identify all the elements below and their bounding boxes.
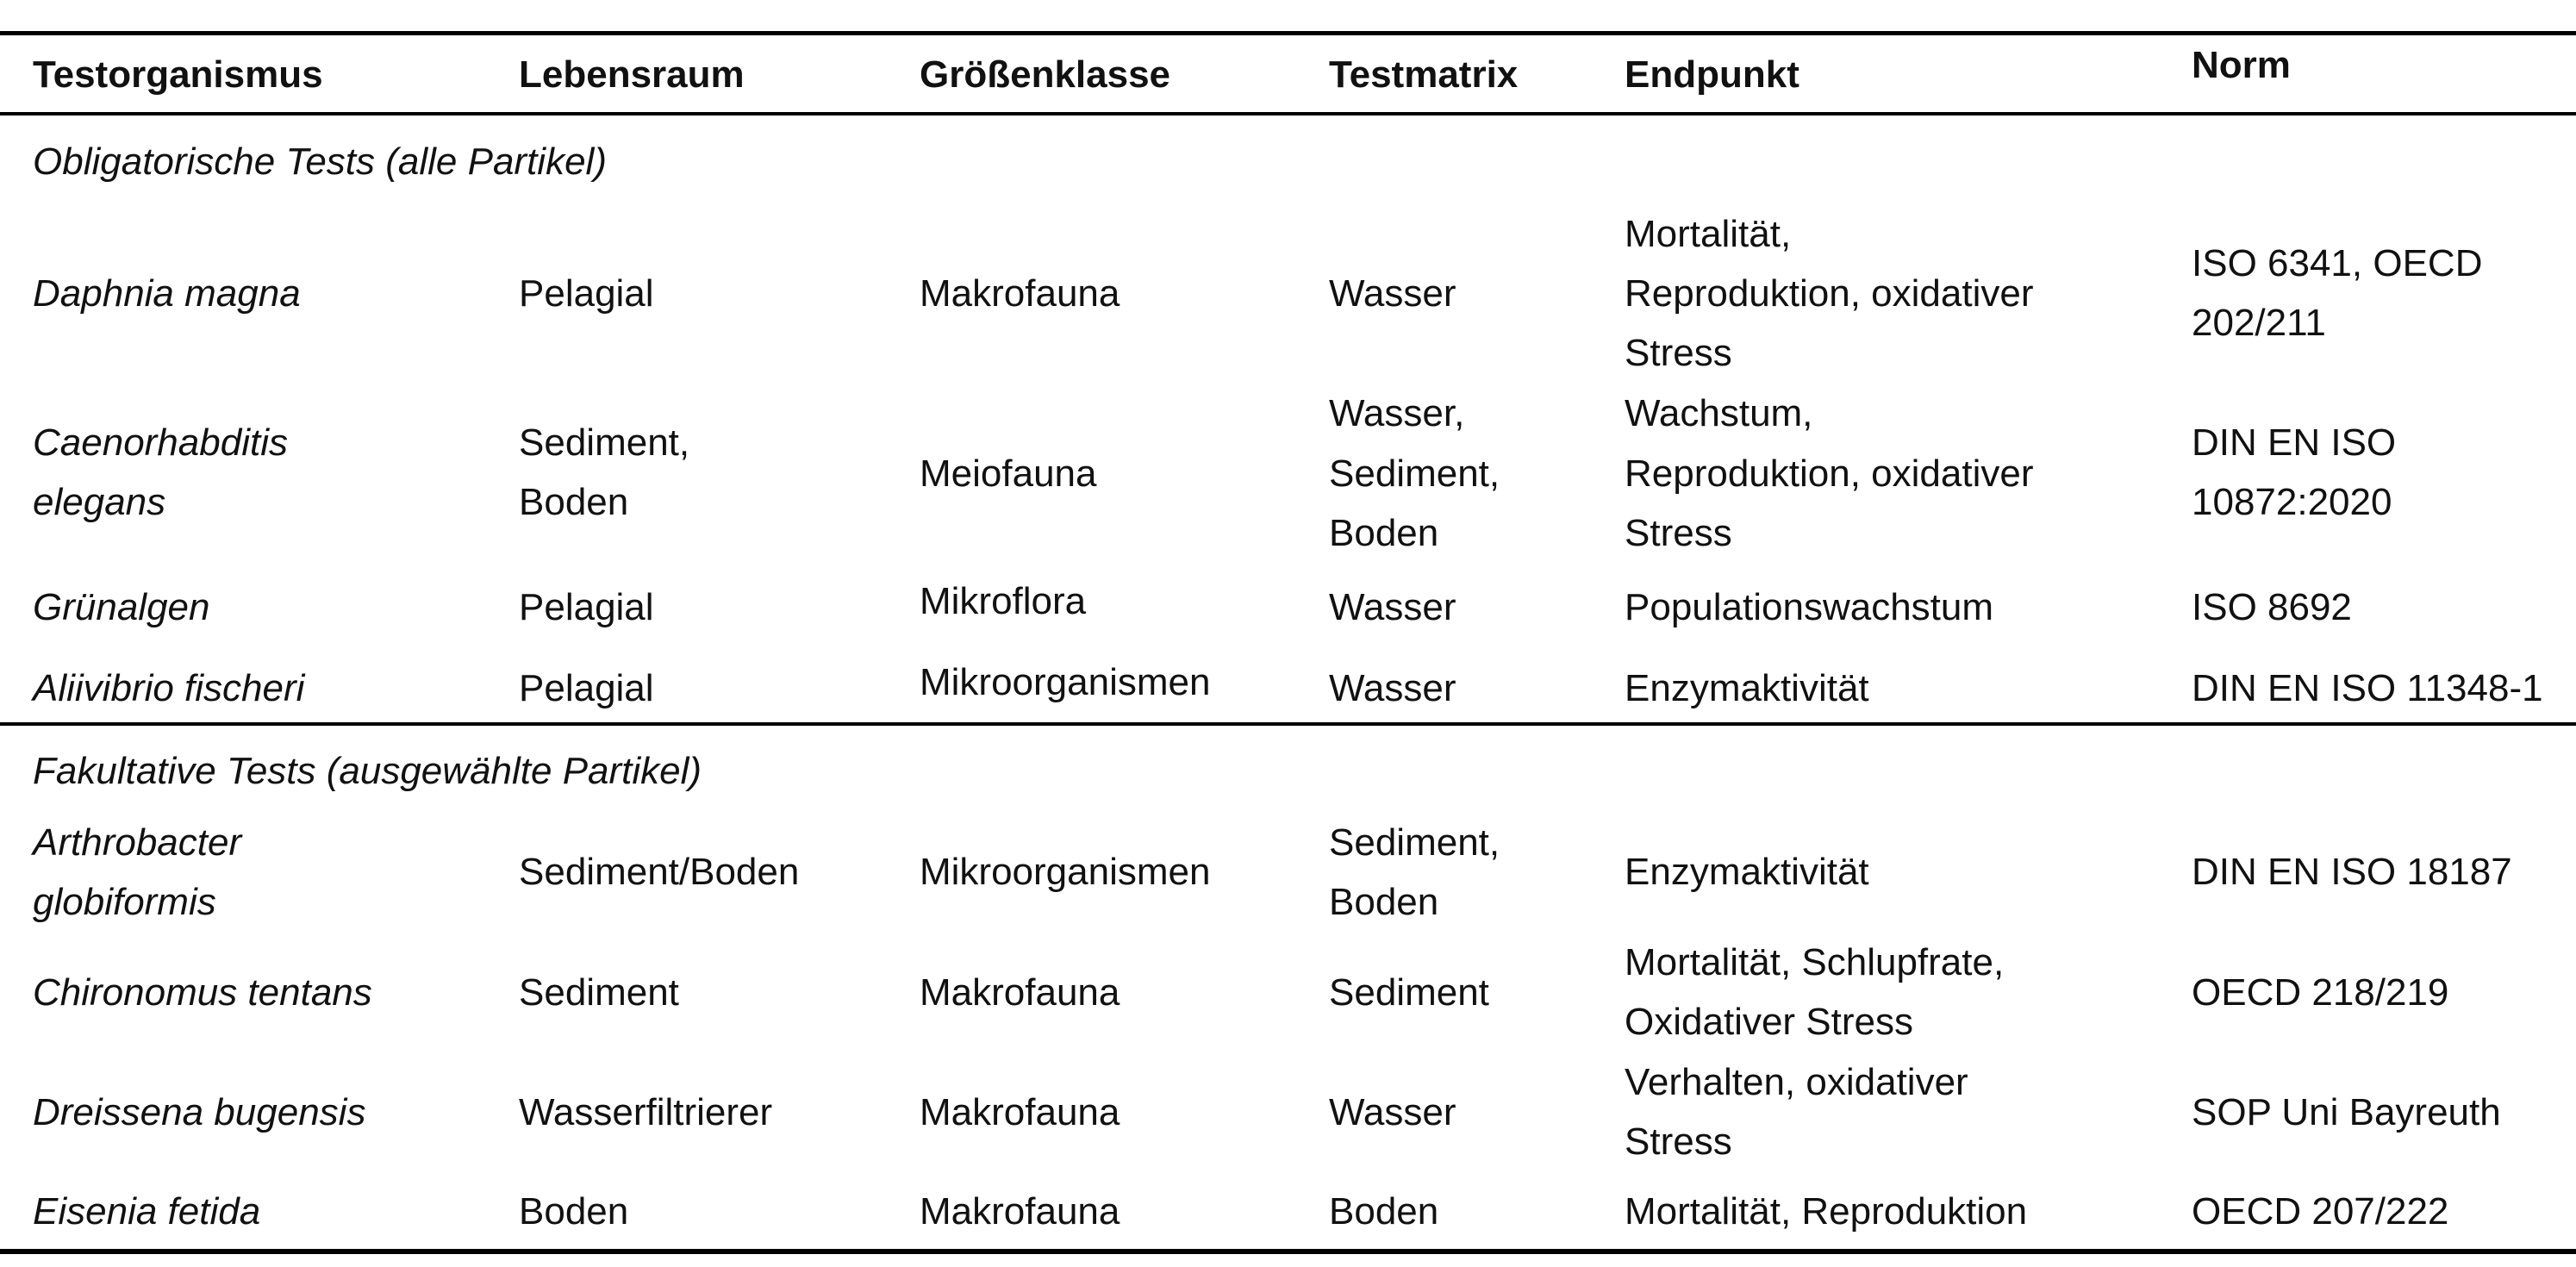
cell-habitat: Sediment	[519, 971, 679, 1014]
cell-matrix: Wasser,	[1329, 392, 1465, 434]
cell-norm: 202/211	[2192, 302, 2326, 344]
header-endpunkt: Endpunkt	[1625, 53, 1799, 96]
cell-organism: Eisenia fetida	[33, 1190, 261, 1233]
cell-size-class: Mikroorganismen	[920, 661, 1211, 703]
header-groessenklasse: Größenklasse	[920, 53, 1171, 96]
cell-norm: OECD 218/219	[2192, 971, 2449, 1014]
cell-endpoint: Oxidativer Stress	[1625, 1001, 1913, 1043]
cell-habitat: Pelagial	[519, 272, 654, 315]
cell-organism: Chironomus tentans	[33, 971, 372, 1014]
cell-matrix: Boden	[1329, 881, 1439, 923]
table-top-rule	[0, 31, 2576, 35]
cell-organism: Daphnia magna	[33, 272, 301, 315]
cell-habitat: Wasserfiltrierer	[519, 1091, 773, 1133]
cell-endpoint: Enzymaktivität	[1625, 851, 1869, 893]
section-title-fakultativ: Fakultative Tests (ausgewählte Partikel)	[33, 750, 702, 792]
cell-norm: OECD 207/222	[2192, 1190, 2449, 1233]
cell-matrix: Wasser	[1329, 1091, 1456, 1133]
cell-norm: DIN EN ISO 18187	[2192, 851, 2512, 893]
header-testmatrix: Testmatrix	[1329, 53, 1519, 96]
cell-endpoint: Mortalität,	[1625, 213, 1792, 255]
cell-size-class: Makrofauna	[920, 1091, 1120, 1133]
cell-matrix: Wasser	[1329, 667, 1456, 709]
cell-endpoint: Stress	[1625, 512, 1732, 554]
cell-habitat: Pelagial	[519, 667, 654, 709]
cell-organism: Dreissena bugensis	[33, 1091, 366, 1133]
table-bottom-rule	[0, 1249, 2576, 1254]
cell-matrix: Sediment,	[1329, 452, 1500, 495]
cell-norm: SOP Uni Bayreuth	[2192, 1091, 2501, 1133]
cell-matrix: Boden	[1329, 1190, 1439, 1233]
cell-matrix: Sediment,	[1329, 821, 1500, 864]
cell-norm: ISO 8692	[2192, 586, 2352, 628]
cell-organism: Caenorhabditis	[33, 421, 288, 464]
table-header-rule	[0, 112, 2576, 115]
cell-matrix: Wasser	[1329, 272, 1456, 315]
cell-norm: ISO 6341, OECD	[2192, 242, 2483, 284]
cell-habitat: Pelagial	[519, 586, 654, 628]
cell-organism: Aliivibrio fischeri	[33, 667, 305, 709]
cell-organism: Grünalgen	[33, 586, 210, 628]
cell-habitat: Sediment/Boden	[519, 851, 800, 893]
header-testorganismus: Testorganismus	[33, 53, 323, 96]
cell-endpoint: Reproduktion, oxidativer	[1625, 452, 2034, 495]
cell-matrix: Wasser	[1329, 586, 1456, 628]
header-norm: Norm	[2192, 44, 2291, 86]
header-lebensraum: Lebensraum	[519, 53, 745, 96]
cell-habitat: Boden	[519, 481, 629, 523]
cell-matrix: Boden	[1329, 512, 1439, 554]
cell-endpoint: Wachstum,	[1625, 392, 1813, 434]
cell-habitat: Boden	[519, 1190, 629, 1233]
cell-size-class: Makrofauna	[920, 971, 1120, 1014]
cell-endpoint: Mortalität, Schlupfrate,	[1625, 941, 2005, 983]
cell-endpoint: Populationswachstum	[1625, 586, 1994, 628]
cell-endpoint: Mortalität, Reproduktion	[1625, 1190, 2028, 1233]
cell-endpoint: Enzymaktivität	[1625, 667, 1869, 709]
cell-size-class: Makrofauna	[920, 272, 1120, 315]
cell-size-class: Mikroflora	[920, 580, 1087, 622]
cell-organism: globiformis	[33, 881, 216, 923]
cell-norm: 10872:2020	[2192, 481, 2392, 523]
cell-norm: DIN EN ISO 11348-1	[2192, 667, 2543, 709]
cell-matrix: Sediment	[1329, 971, 1489, 1014]
cell-organism: elegans	[33, 481, 166, 523]
cell-organism: Arthrobacter	[33, 821, 242, 864]
cell-size-class: Makrofauna	[920, 1190, 1120, 1233]
cell-norm: DIN EN ISO	[2192, 421, 2397, 464]
cell-size-class: Mikroorganismen	[920, 851, 1211, 893]
cell-habitat: Sediment,	[519, 421, 690, 464]
cell-size-class: Meiofauna	[920, 452, 1097, 495]
cell-endpoint: Stress	[1625, 332, 1732, 374]
section-divider-rule	[0, 722, 2576, 726]
cell-endpoint: Verhalten, oxidativer	[1625, 1061, 1968, 1103]
cell-endpoint: Stress	[1625, 1120, 1732, 1163]
section-title-obligatorisch: Obligatorische Tests (alle Partikel)	[33, 140, 607, 183]
cell-endpoint: Reproduktion, oxidativer	[1625, 272, 2034, 315]
